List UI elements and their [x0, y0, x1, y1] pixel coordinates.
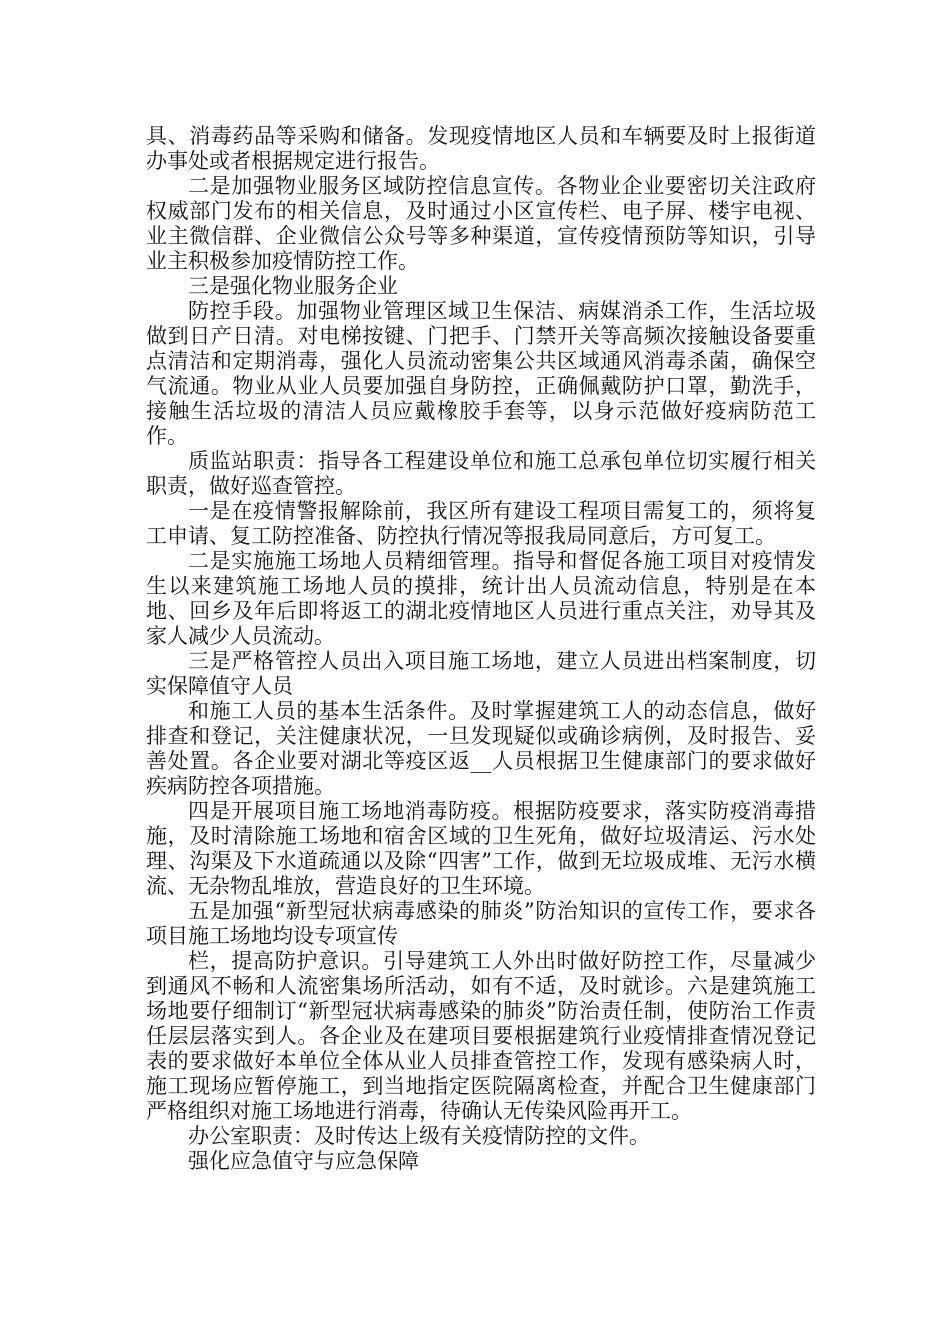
document-body [146, 124, 816, 1174]
paragraph-5: 质监站职责：指导各工程建设单位和施工总承包单位切实履行相关职责，做好巡查管控。 [146, 449, 816, 498]
paragraph-13: 办公室职责：及时传达上级有关疫情防控的文件。 [188, 1124, 650, 1148]
paragraph-11: 五是加强“新型冠状病毒感染的肺炎”防治知识的宣传工作，要求各项目施工场地均设专项宣传 [146, 899, 816, 948]
paragraph-1: 具、消毒药品等采购和储备。发现疫情地区人员和车辆要及时上报街道办事处或者根据规定进行报告。 [146, 124, 816, 173]
paragraph-4: 防控手段。加强物业管理区域卫生保洁、病媒消杀工作，生活垃圾做到日产日清。对电梯按键、门把手、门禁开关等高频次接触设备要重点清洁和定期消毒，强化人员流动密集公共区域通风消毒杀菌，确保空气流通。物业从业人员要加强自身防控，正确佩戴防护口罩，勤洗手，接触生活垃圾的清洁人员应戴橡胶手套等，以身示范做好疫病防范工作。 [146, 299, 816, 448]
paragraph-7: 二是实施施工场地人员精细管理。指导和督促各施工项目对疫情发生以来建筑施工场地人员的摸排，统计出人员流动信息，特别是在本地、回乡及年后即将返工的湖北疫情地区人员进行重点关注，劝导其及家人减少人员流动。 [146, 549, 816, 648]
paragraph-2: 二是加强物业服务区域防控信息宣传。各物业企业要密切关注政府权威部门发布的相关信息，及时通过小区宣传栏、电子屏、楼宇电视、业主微信群、企业微信公众号等多种渠道，宣传疫情预防等知识，引导业主积极参加疫情防控工作。 [146, 174, 816, 273]
paragraph-12: 栏，提高防护意识。引导建筑工人外出时做好防控工作，尽量减少到通风不畅和人流密集场所活动，如有不适，及时就诊。六是建筑施工场地要仔细制订“新型冠状病毒感染的肺炎”防治责任制，使防治工作责任层层落实到人。各企业及在建项目要根据建筑行业疫情排查情况登记表的要求做好本单位全体从业人员排查管控工作，发现有感染病人时，施工现场应暂停施工，到当地指定医院隔离检查，并配合卫生健康部门严格组织对施工场地进行消毒，待确认无传染风险再开工。 [146, 949, 816, 1123]
paragraph-3: 三是强化物业服务企业 [188, 274, 398, 298]
paragraph-8: 三是严格管控人员出入项目施工场地，建立人员进出档案制度，切实保障值守人员 [146, 649, 816, 698]
paragraph-14: 强化应急值守与应急保障 [188, 1149, 419, 1173]
paragraph-10: 四是开展项目施工场地消毒防疫。根据防疫要求，落实防疫消毒措施，及时清除施工场地和宿舍区域的卫生死角，做好垃圾清运、污水处理、沟渠及下水道疏通以及除“四害”工作，做到无垃圾成堆、无污水横流、无杂物乱堆放，营造良好的卫生环境。 [146, 799, 816, 898]
paragraph-9: 和施工人员的基本生活条件。及时掌握建筑工人的动态信息，做好排查和登记，关注健康状况，一旦发现疑似或确诊病例，及时报告、妥善处置。各企业要对湖北等疫区返__人员根据卫生健康部门的要求做好疾病防控各项措施。 [146, 699, 816, 798]
paragraph-6: 一是在疫情警报解除前，我区所有建设工程项目需复工的，须将复工申请、复工防控准备、防控执行情况等报我局同意后，方可复工。 [146, 499, 816, 548]
